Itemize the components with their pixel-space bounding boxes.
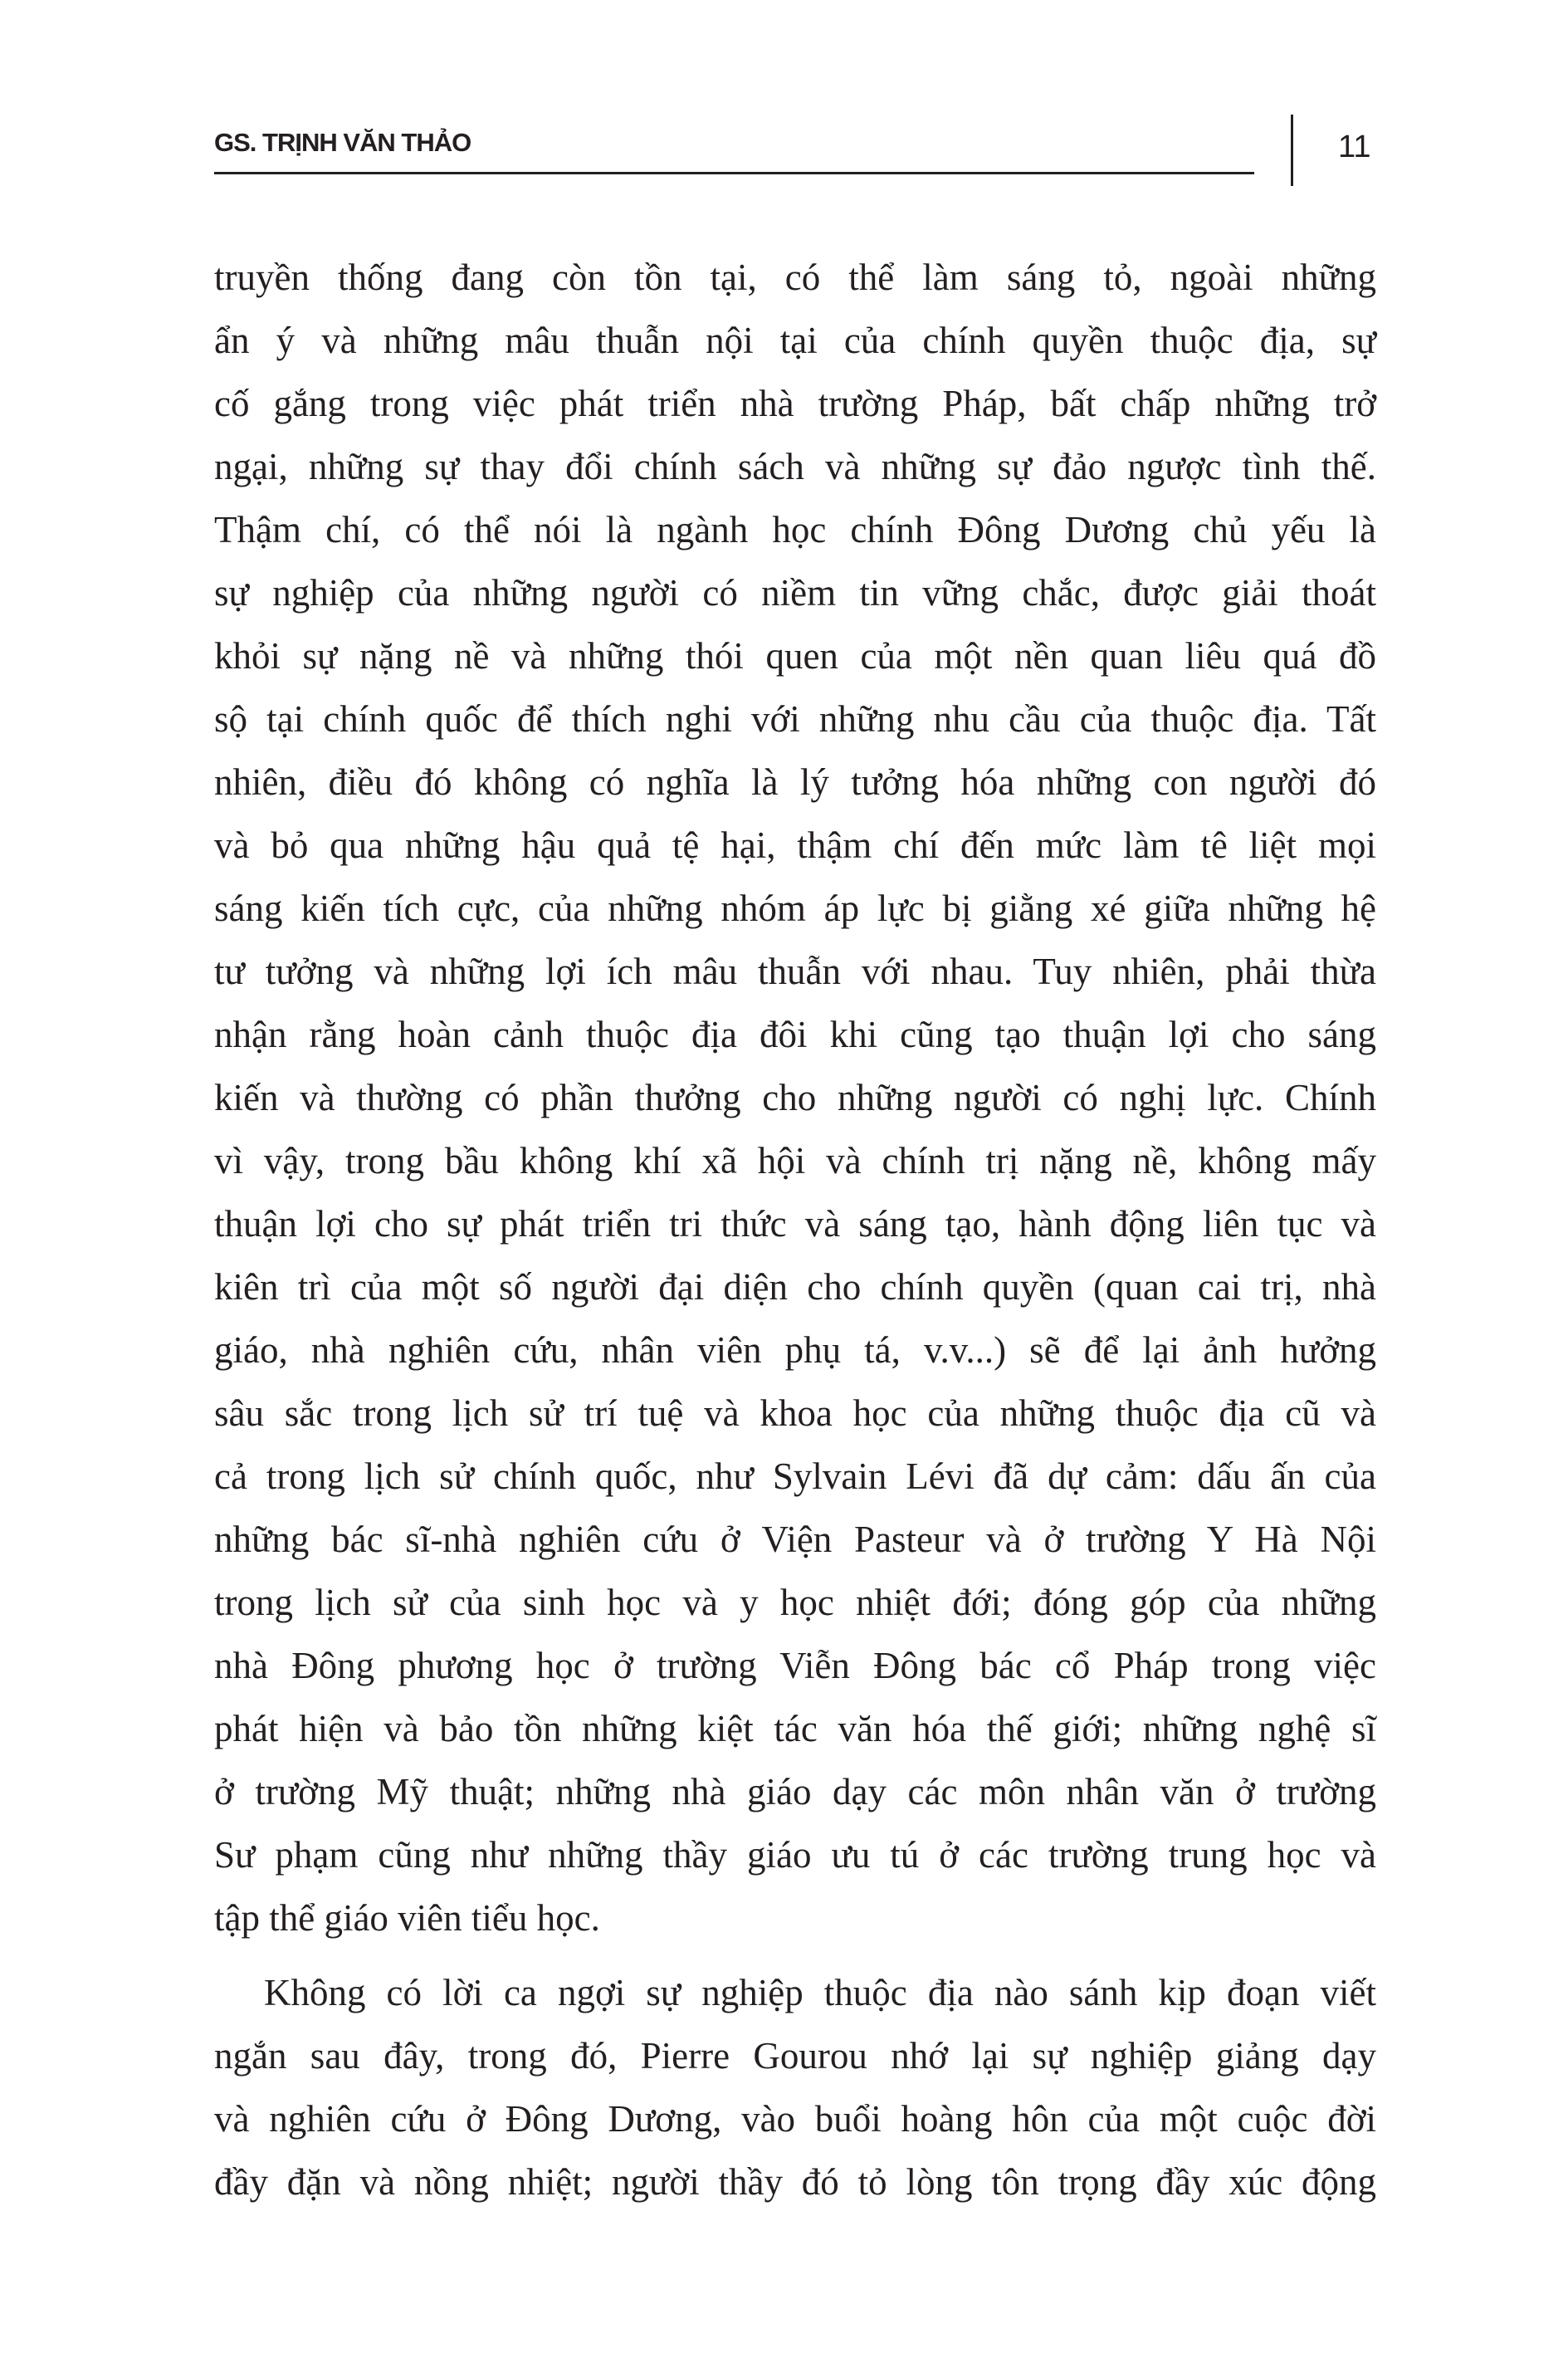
text-line: Thậm chí, có thể nói là ngành học chính Đông Dương chủ yếu là bbox=[214, 509, 1376, 550]
text-line: Sư phạm cũng như những thầy giáo ưu tú ở các trường trung học và bbox=[214, 1834, 1376, 1876]
paragraph-2 bbox=[214, 1961, 1376, 2214]
page-number: 11 bbox=[1338, 130, 1371, 164]
text-line: khỏi sự nặng nề và những thói quen của một nền quan liêu quá đồ bbox=[214, 635, 1376, 677]
text-line: những bác sĩ-nhà nghiên cứu ở Viện Pasteur và ở trường Y Hà Nội bbox=[214, 1519, 1376, 1560]
text-line: sâu sắc trong lịch sử trí tuệ và khoa học của những thuộc địa cũ và bbox=[214, 1392, 1376, 1434]
text-line: trong lịch sử của sinh học và y học nhiệt đới; đóng góp của những bbox=[214, 1582, 1376, 1623]
header-vertical-rule bbox=[1291, 115, 1293, 186]
text-line: đầy đặn và nồng nhiệt; người thầy đó tỏ lòng tôn trọng đầy xúc động bbox=[214, 2161, 1376, 2203]
body-text bbox=[214, 246, 1376, 2214]
text-line: cố gắng trong việc phát triển nhà trường Pháp, bất chấp những trở bbox=[214, 383, 1376, 424]
text-line: Không có lời ca ngợi sự nghiệp thuộc địa nào sánh kịp đoạn viết bbox=[264, 1972, 1376, 2013]
text-line: giáo, nhà nghiên cứu, nhân viên phụ tá, v.v...) sẽ để lại ảnh hưởng bbox=[214, 1329, 1376, 1371]
text-line: sự nghiệp của những người có niềm tin vững chắc, được giải thoát bbox=[214, 572, 1376, 614]
header-rule bbox=[214, 172, 1254, 174]
text-line: và bỏ qua những hậu quả tệ hại, thậm chí đến mức làm tê liệt mọi bbox=[214, 824, 1376, 866]
text-line: ở trường Mỹ thuật; những nhà giáo dạy các môn nhân văn ở trường bbox=[214, 1771, 1376, 1812]
text-line: sáng kiến tích cực, của những nhóm áp lực bị giằng xé giữa những hệ bbox=[214, 888, 1376, 929]
running-head-author: GS. TRỊNH VĂN THẢO bbox=[214, 128, 471, 157]
text-line: truyền thống đang còn tồn tại, có thể làm sáng tỏ, ngoài những bbox=[214, 257, 1376, 298]
text-line: thuận lợi cho sự phát triển tri thức và sáng tạo, hành động liên tục và bbox=[214, 1203, 1376, 1245]
text-line: vì vậy, trong bầu không khí xã hội và chính trị nặng nề, không mấy bbox=[214, 1140, 1376, 1181]
text-line: nhận rằng hoàn cảnh thuộc địa đôi khi cũng tạo thuận lợi cho sáng bbox=[214, 1014, 1376, 1055]
text-line: tư tưởng và những lợi ích mâu thuẫn với nhau. Tuy nhiên, phải thừa bbox=[214, 951, 1376, 992]
text-line: ngắn sau đây, trong đó, Pierre Gourou nhớ lại sự nghiệp giảng dạy bbox=[214, 2035, 1376, 2077]
text-line: phát hiện và bảo tồn những kiệt tác văn hóa thế giới; những nghệ sĩ bbox=[214, 1708, 1376, 1749]
text-line: kiên trì của một số người đại diện cho chính quyền (quan cai trị, nhà bbox=[214, 1266, 1376, 1308]
text-line: tập thể giáo viên tiểu học. bbox=[214, 1897, 600, 1939]
text-line: nhiên, điều đó không có nghĩa là lý tưởng hóa những con người đó bbox=[214, 761, 1376, 803]
paragraph-1 bbox=[214, 246, 1376, 1949]
paragraph-spacer bbox=[214, 1949, 1376, 1961]
text-line: sộ tại chính quốc để thích nghi với những nhu cầu của thuộc địa. Tất bbox=[214, 698, 1376, 740]
text-line: kiến và thường có phần thưởng cho những người có nghị lực. Chính bbox=[214, 1077, 1376, 1118]
text-line: nhà Đông phương học ở trường Viễn Đông bác cổ Pháp trong việc bbox=[214, 1645, 1376, 1686]
text-line: ẩn ý và những mâu thuẫn nội tại của chính quyền thuộc địa, sự bbox=[214, 320, 1376, 361]
text-line: cả trong lịch sử chính quốc, như Sylvain Lévi đã dự cảm: dấu ấn của bbox=[214, 1455, 1376, 1497]
text-line: ngại, những sự thay đổi chính sách và những sự đảo ngược tình thế. bbox=[214, 446, 1376, 487]
text-line: và nghiên cứu ở Đông Dương, vào buổi hoàng hôn của một cuộc đời bbox=[214, 2098, 1376, 2140]
